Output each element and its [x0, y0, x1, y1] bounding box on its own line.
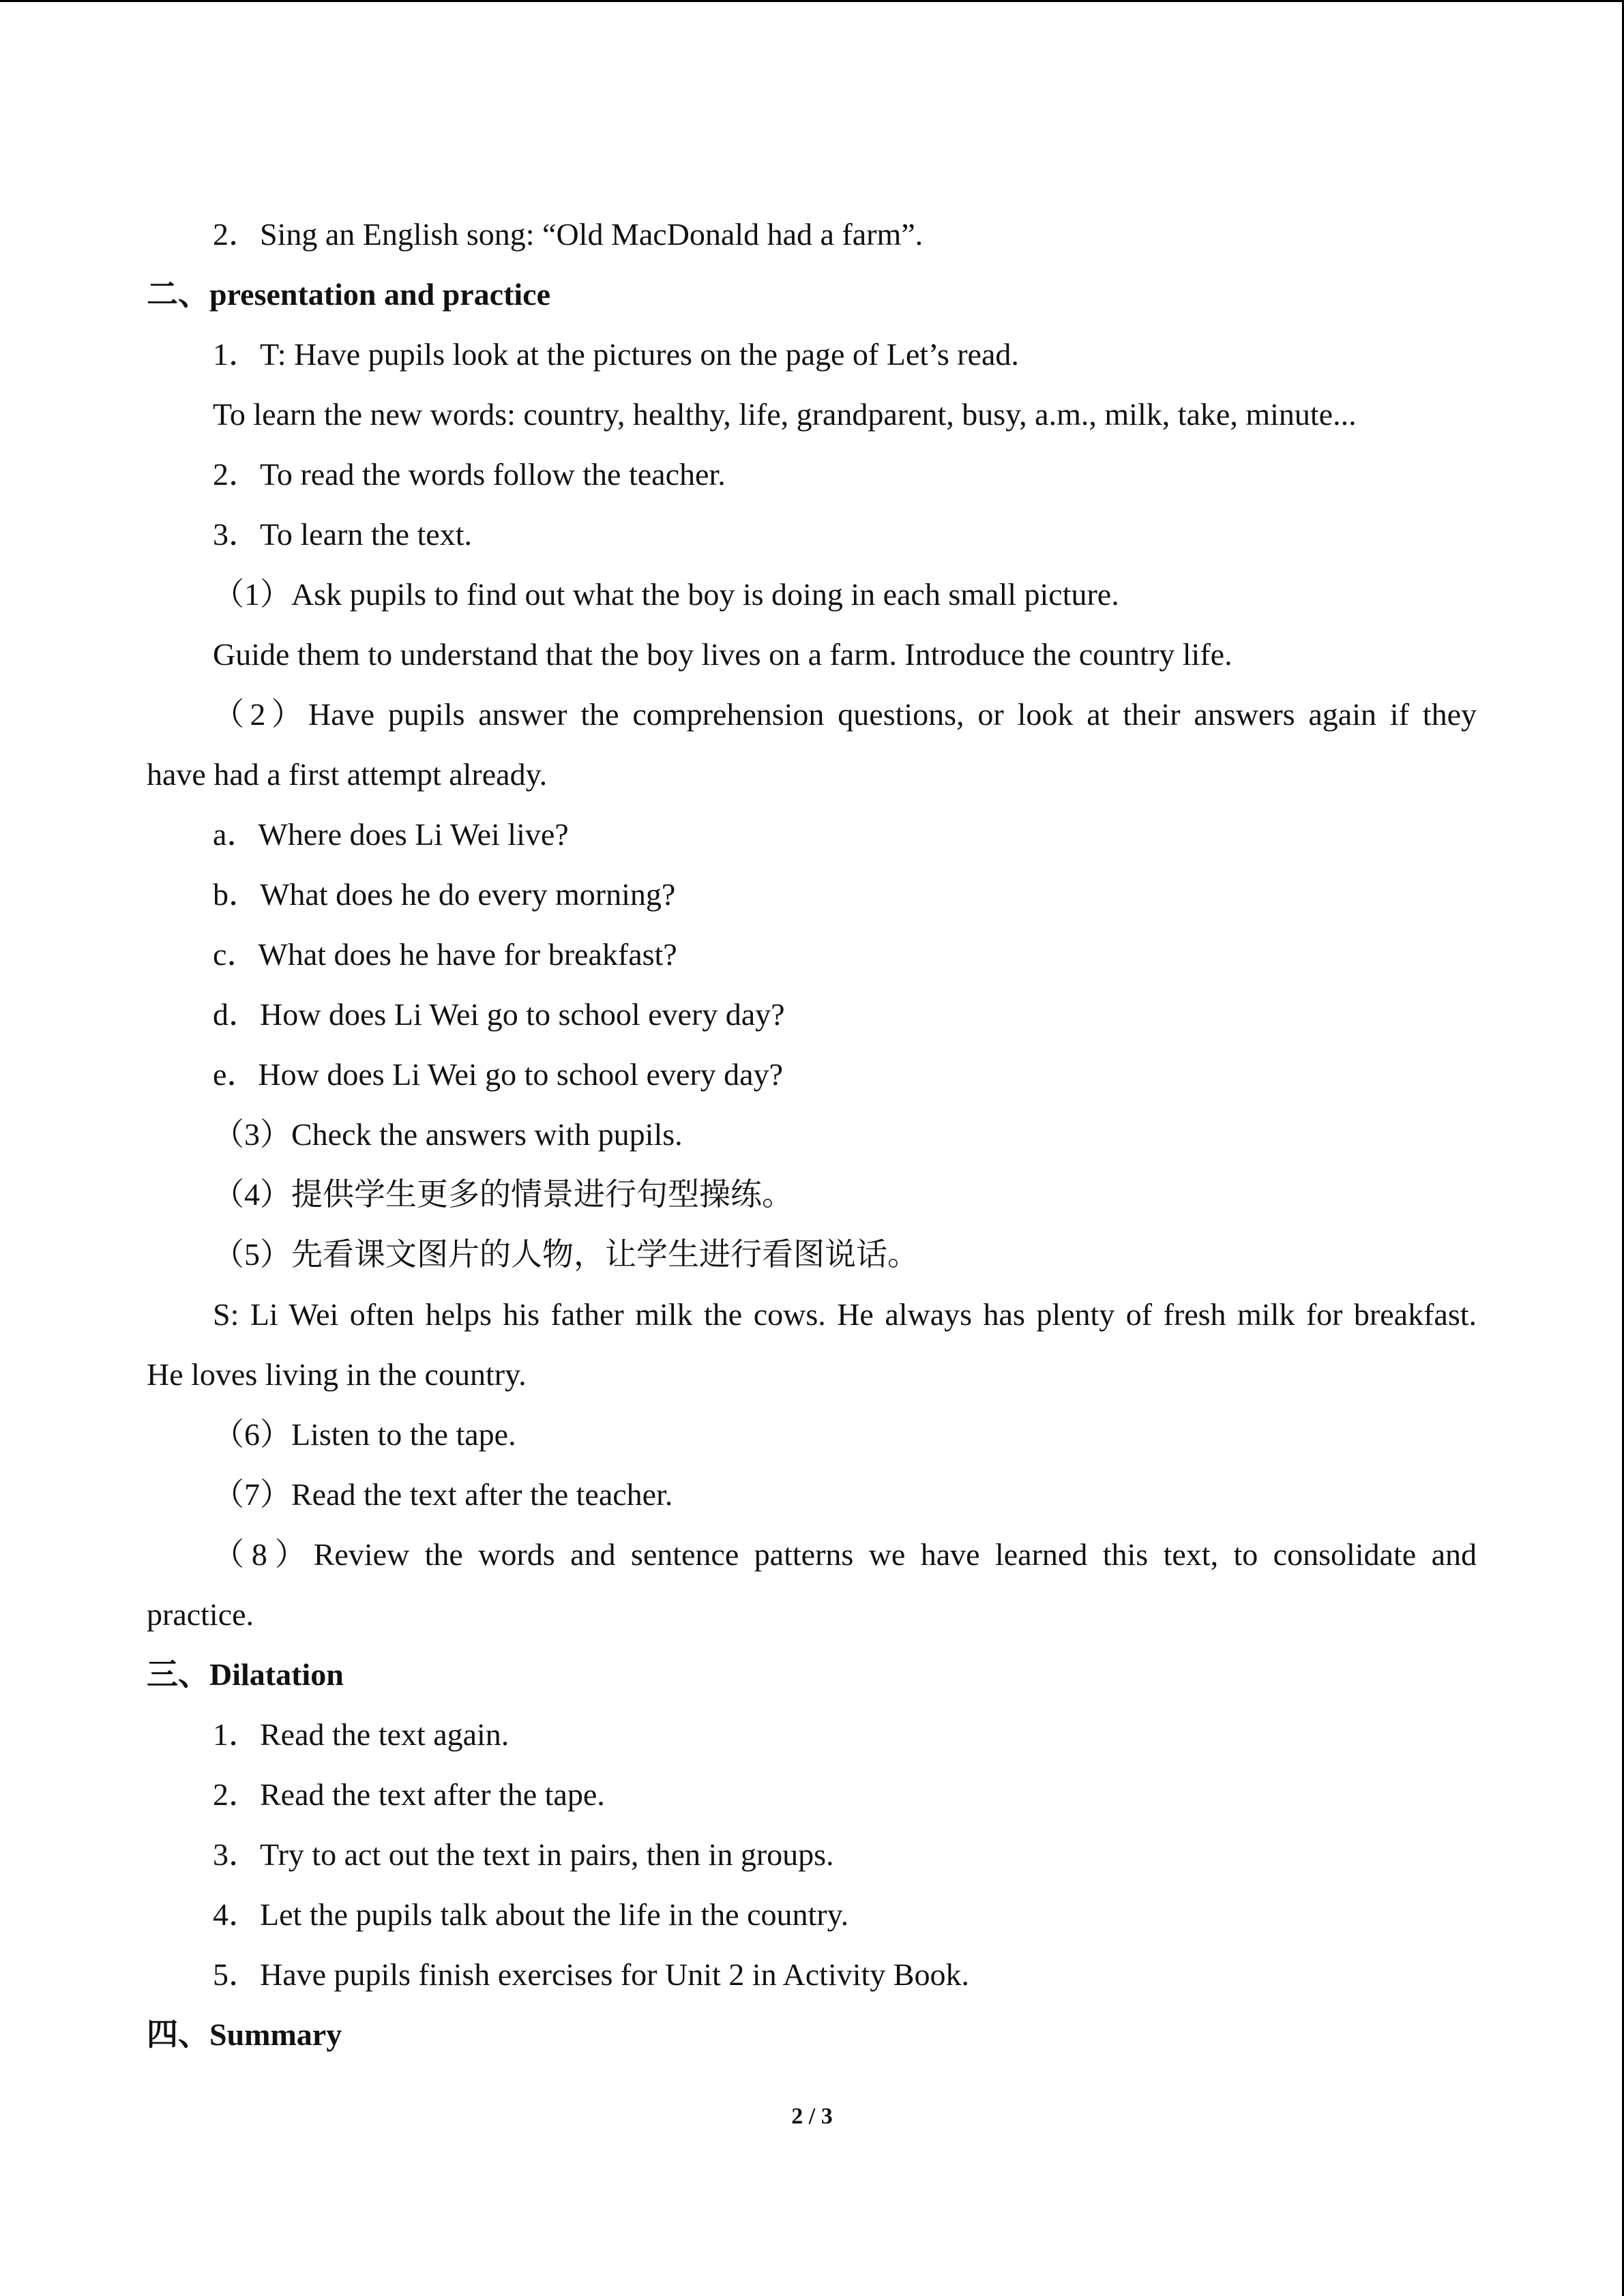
section-heading-summary: 四、Summary [147, 2017, 342, 2052]
new-words-line: To learn the new words: country, healthy, life, grandparent, busy, a.m., milk, take, minute... [213, 397, 1357, 432]
guide-line: Guide them to understand that the boy lives on a farm. Introduce the country life. [213, 637, 1232, 672]
dilatation-step-3: 3．Try to act out the text in pairs, then in groups. [213, 1837, 834, 1872]
step-read-words: 2．To read the words follow the teacher. [213, 457, 726, 492]
page-number: 2 / 3 [791, 2104, 833, 2129]
dilatation-step-2: 2．Read the text after the tape. [213, 1777, 605, 1812]
step-sing-song: 2．Sing an English song: “Old MacDonald had a farm”. [213, 217, 924, 252]
step-look-pictures: 1．T: Have pupils look at the pictures on the page of Let’s read. [213, 337, 1019, 372]
question-d: d．How does Li Wei go to school every day? [213, 997, 785, 1032]
section-heading-presentation: 二、presentation and practice [147, 277, 551, 312]
substep-1: （1）Ask pupils to find out what the boy is doing in each small picture. [213, 577, 1119, 612]
question-e: e．How does Li Wei go to school every day? [213, 1057, 784, 1092]
document-body [147, 205, 1477, 2065]
question-c: c．What does he have for breakfast? [213, 937, 677, 972]
question-a: a．Where does Li Wei live? [213, 817, 569, 852]
student-answer-continued: He loves living in the country. [147, 1357, 527, 1392]
student-answer: S: Li Wei often helps his father milk the cows. He always has plenty of fresh milk for breakfast. [213, 1297, 1477, 1332]
substep-2: （2）Have pupils answer the comprehension questions, or look at their answers again if they [213, 697, 1477, 732]
substep-8: （8）Review the words and sentence patterns we have learned this text, to consolidate and [213, 1537, 1477, 1572]
dilatation-step-4: 4．Let the pupils talk about the life in the country. [213, 1897, 849, 1932]
step-learn-text: 3．To learn the text. [213, 517, 472, 552]
substep-2-continued: have had a first attempt already. [147, 757, 548, 792]
top-border-line [0, 0, 1624, 2]
dilatation-step-1: 1．Read the text again. [213, 1717, 510, 1752]
substep-7: （7）Read the text after the teacher. [213, 1477, 673, 1512]
dilatation-step-5: 5．Have pupils finish exercises for Unit 2 in Activity Book. [213, 1957, 969, 1992]
section-heading-dilatation: 三、Dilatation [147, 1657, 344, 1692]
question-b: b．What does he do every morning? [213, 877, 676, 912]
substep-8-continued: practice. [147, 1597, 254, 1632]
substep-5: （5）先看课文图片的人物，让学生进行看图说话。 [213, 1237, 919, 1272]
substep-4: （4）提供学生更多的情景进行句型操练。 [213, 1177, 793, 1212]
substep-6: （6）Listen to the tape. [213, 1417, 516, 1452]
substep-3: （3）Check the answers with pupils. [213, 1117, 683, 1152]
